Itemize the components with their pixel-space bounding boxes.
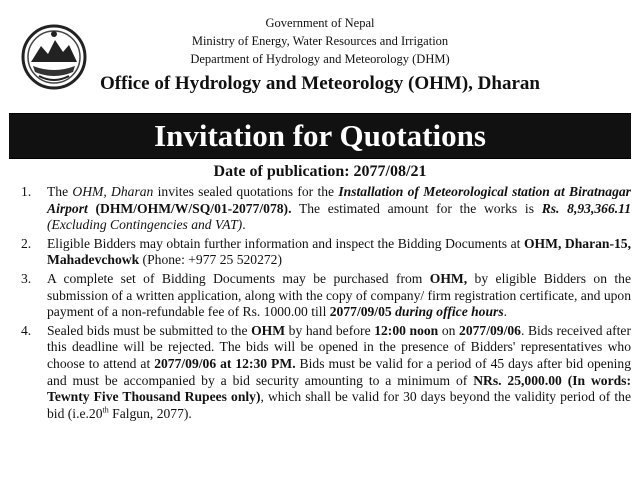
notice-items xyxy=(9,184,631,422)
item-text: A complete set of Bidding Documents may be purchased from OHM, by eligible Bidders on the submission of a written application, along with the copy of company/ firm registration certificate, and upon payment of a non-refundable fee of Rs. 1000.00 till 2077/09/05 during office hours. xyxy=(47,270,632,320)
department-name: Department of Hydrology and Meteorology (DHM) xyxy=(190,52,450,66)
office-name: Office of Hydrology and Meteorology (OHM), Dharan xyxy=(100,73,540,94)
list-item xyxy=(9,236,631,269)
item-number: 1. xyxy=(21,184,32,199)
item-number: 2. xyxy=(21,235,32,251)
list-item xyxy=(9,184,631,234)
ministry-name: Ministry of Energy, Water Resources and Irrigation xyxy=(191,34,449,48)
list-item xyxy=(9,323,631,423)
header xyxy=(9,14,631,110)
item-text: Eligible Bidders may obtain further information and inspect the Bidding Documents at OHM, Dharan-15, Mahadevchowk (Phone: +977 25 520272) xyxy=(47,235,631,268)
item-text: The OHM, Dharan invites sealed quotations for the Installation of Meteorological station at Biratnagar Airport (DHM/OHM/W/SQ/01-2077/078). The estimated amount for the works is Rs. 8,93,366.11 (Excluding Contingencies and VAT). xyxy=(47,184,631,233)
nepal-emblem-icon xyxy=(19,22,89,92)
item-number: 4. xyxy=(21,322,32,338)
item-number: 3. xyxy=(21,270,32,286)
list-item xyxy=(9,271,631,321)
publication-date: Date of publication: 2077/08/21 xyxy=(213,163,427,180)
item-text: Sealed bids must be submitted to the OHM by hand before 12:00 noon on 2077/09/06. Bids received after this deadline will be rejected. The bids will be opened in the presence of Bidders' representatives who choose to attend at 2077/09/06 at 12:30 PM. Bids must be valid for a period of 45 days after bid opening and must be accompanied by a bid security amounting to a minimum of NRs. 25,000.00 (In words: Tewnty Five Thousand Rupees only), which shall be valid for 30 days beyond the validity period of the bid (i.e.20th Falgun, 2077). xyxy=(47,322,632,421)
notice-title-banner: Invitation for Quotations xyxy=(9,113,631,159)
government-name: Government of Nepal xyxy=(265,16,375,30)
